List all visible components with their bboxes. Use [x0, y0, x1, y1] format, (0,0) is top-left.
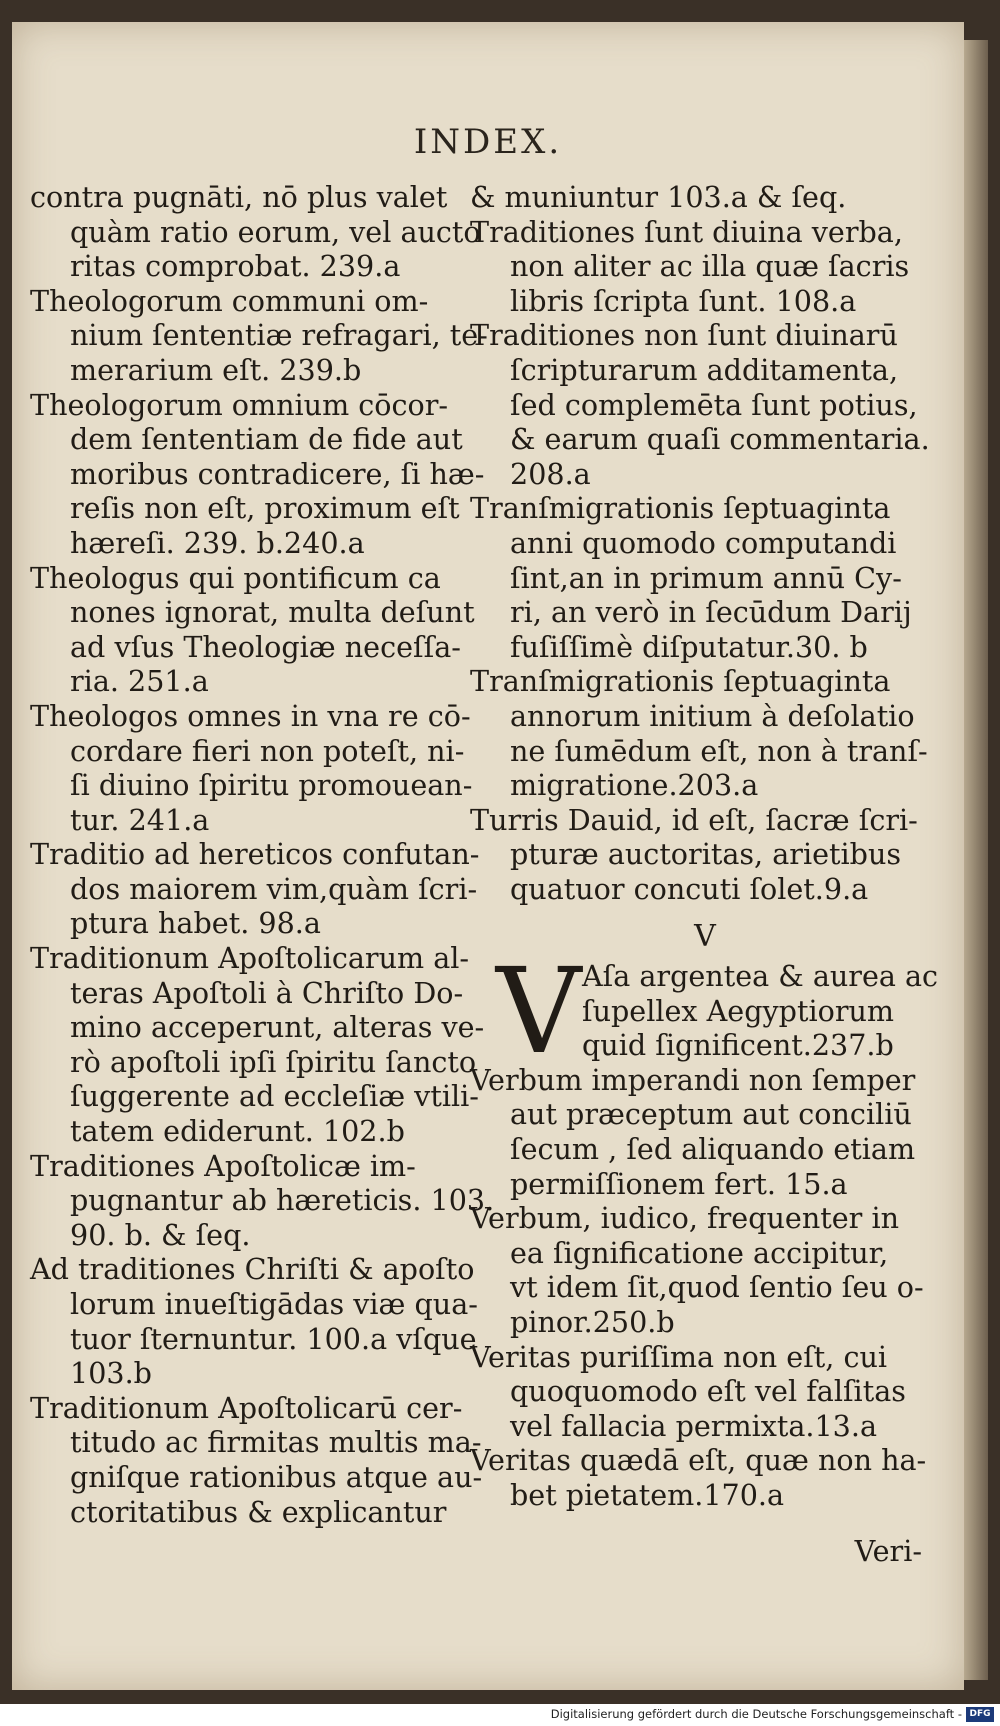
- index-entry-line: ſint,an in primum annū Cy-: [510, 560, 902, 595]
- index-entry-line: & earum quaſi commentaria.: [510, 422, 930, 457]
- index-entry-line: ad vſus Theologiæ neceſſa-: [70, 629, 461, 664]
- index-entry: [470, 664, 940, 802]
- index-entry-line: Theologorum omnium cōcor-: [30, 387, 449, 422]
- index-entry: [470, 1340, 940, 1444]
- index-entry: [470, 215, 940, 319]
- index-entry-line: pturæ auctoritas, arietibus: [510, 837, 902, 872]
- index-entry-line: mino acceperunt, alteras ve-: [70, 1010, 485, 1045]
- index-entry-line: libris ſcripta ſunt. 108.a: [510, 283, 857, 318]
- index-entry-line: ne ſumēdum eſt, non à tranſ-: [510, 733, 928, 768]
- index-entry: [30, 388, 492, 561]
- index-entry-line: Veritas quædā eſt, quæ non ha-: [470, 1443, 927, 1478]
- index-entry-line: Verbum, iudico, frequenter in: [470, 1201, 900, 1236]
- index-entry-line: non aliter ac illa quæ ſacris: [510, 249, 910, 284]
- index-entry-line: nium ſententiæ refragari, te-: [70, 318, 488, 353]
- index-entry-line: Tranſmigrationis ſeptuaginta: [470, 491, 891, 526]
- index-entry-line: Theologos omnes in vna re cō-: [30, 698, 471, 733]
- index-entry-line: dos maiorem vim,quàm ſcri-: [70, 871, 478, 906]
- index-entry-line: Traditiones non ſunt diuinarū: [470, 318, 898, 353]
- index-entry-line: Verbum imperandi non ſemper: [470, 1062, 916, 1097]
- index-entry-line: ri, an verò in ſecūdum Darij: [510, 595, 912, 630]
- index-entry-line: Theologus qui pontificum ca: [30, 560, 441, 595]
- index-entry-line: migratione.203.a: [510, 768, 759, 803]
- index-entries-t: [470, 180, 940, 906]
- index-entry-line: hæreſi. 239. b.240.a: [70, 525, 365, 560]
- index-entry-line: tuor ſternuntur. 100.a vſque: [70, 1321, 477, 1356]
- index-entry: [30, 561, 492, 699]
- index-column-right: [470, 180, 940, 1513]
- index-entry-line: ria. 251.a: [70, 664, 209, 699]
- index-entry-line: ritas comprobat. 239.a: [70, 249, 401, 284]
- index-entry-line: Aſa argentea & aurea ac: [582, 959, 939, 994]
- index-entry-line: & muniuntur 103.a & ſeq.: [470, 180, 847, 214]
- index-entry-line: dem ſententiam de fide aut: [70, 422, 463, 457]
- index-entry-line: bet pietatem.170.a: [510, 1477, 785, 1512]
- index-entry-line: tur. 241.a: [70, 802, 210, 837]
- index-entry-line: fuſiſſimè diſputatur.30. b: [510, 629, 868, 664]
- index-entry-line: merarium eſt. 239.b: [70, 352, 362, 387]
- index-entry-line: ſcripturarum additamenta,: [510, 352, 899, 387]
- index-entry-line: permiſſionem fert. 15.a: [510, 1166, 848, 1201]
- index-entry-line: ſed complemēta ſunt potius,: [510, 387, 918, 422]
- index-entry-line: teras Apoſtoli à Chriſto Do-: [70, 975, 464, 1010]
- index-entry: [30, 1148, 495, 1253]
- index-entry-line: ſi diuino ſpiritu promouean-: [70, 768, 473, 803]
- index-entry: [30, 837, 492, 941]
- page-edge: [964, 40, 988, 1680]
- index-entry-line: Veritas puriſſima non eſt, cui: [470, 1339, 888, 1374]
- index-entry-line: ſupellex Aegyptiorum: [582, 993, 895, 1028]
- index-entry-line: ea ſignificatione accipitur,: [510, 1235, 889, 1270]
- digitization-footer: [0, 1704, 1000, 1726]
- index-entry-line: pinor.250.b: [510, 1305, 675, 1339]
- dropcap-letter: V: [496, 942, 582, 1081]
- index-entry: [470, 1063, 940, 1201]
- index-entry-line: ctoritatibus & explicantur: [70, 1494, 447, 1529]
- index-entry-line: annorum initium à deſolatio: [510, 698, 915, 733]
- index-entry-line: Traditiones ſunt diuina verba,: [470, 214, 903, 249]
- index-entry: [470, 318, 940, 491]
- index-entry: [30, 1391, 492, 1529]
- index-entry-line: Ad traditiones Chriſti & apoſto: [30, 1252, 475, 1287]
- index-entry-line: quid ſignificent.237.b: [582, 1028, 894, 1063]
- index-entry: [30, 941, 492, 1149]
- index-entry: [470, 180, 940, 215]
- index-entry-line: quoquomodo eſt vel falſitas: [510, 1374, 906, 1409]
- index-entry-line: titudo ac firmitas multis ma-: [70, 1425, 482, 1460]
- index-entry-line: gniſque rationibus atque au-: [70, 1459, 483, 1494]
- index-entry-line: quatuor concuti ſolet.9.a: [510, 871, 869, 906]
- index-entry-line: lorum inueſtigādas viæ qua-: [70, 1287, 478, 1321]
- index-entry-line: ptura habet. 98.a: [70, 906, 321, 941]
- index-entry-line: Theologorum communi om-: [30, 283, 429, 318]
- section-letter-v: V: [694, 919, 716, 955]
- book-page: [12, 22, 964, 1690]
- index-entry-line: anni quomodo computandi: [510, 525, 897, 560]
- index-entry-line: reſis non eſt, proximum eſt: [70, 491, 460, 526]
- index-entry-line: contra pugnāti, nō plus valet: [30, 180, 448, 214]
- index-entry-line: Traditiones Apoſtolicæ im-: [30, 1148, 416, 1183]
- index-entry-line: ſuggerente ad eccleſiæ vtili-: [70, 1079, 479, 1114]
- index-entry-line: Traditionum Apoſtolicarū cer-: [30, 1390, 463, 1425]
- index-entry-line: vel fallacia permixta.13.a: [510, 1408, 877, 1443]
- index-entry-line: Tranſmigrationis ſeptuaginta: [470, 664, 891, 699]
- index-entry-line: 103.b: [70, 1356, 152, 1391]
- index-entry-line: rò apoſtoli ipſi ſpiritu ſancto: [70, 1044, 477, 1079]
- index-entry: [30, 284, 492, 388]
- index-entry-line: tatem ediderunt. 102.b: [70, 1114, 405, 1149]
- index-entry: [470, 803, 940, 907]
- index-entry-line: moribus contradicere, ſi hæ-: [70, 456, 485, 491]
- index-entry-line: Traditio ad hereticos confutan-: [30, 837, 480, 872]
- funding-notice: Digitalisierung gefördert durch die Deutsche Forschungsgemeinschaft -: [550, 1707, 962, 1721]
- index-entry: [470, 491, 940, 664]
- index-entry-line: aut præceptum aut conciliū: [510, 1097, 912, 1132]
- catchword: Veri-: [854, 1534, 922, 1568]
- index-entries-v: [470, 1063, 940, 1513]
- index-entry-line: ſecum , ſed aliquando etiam: [510, 1132, 916, 1167]
- index-entry: [30, 699, 492, 837]
- index-entry: [470, 1443, 940, 1512]
- index-entry-line: quàm ratio eorum, vel aucto: [70, 214, 481, 249]
- index-entry-line: vt idem ſit,quod ſentio ſeu o-: [510, 1270, 924, 1305]
- index-entry-line: 90. b. & ſeq.: [70, 1217, 251, 1252]
- index-entry-line: Traditionum Apoſtolicarum al-: [30, 941, 470, 976]
- index-column-left: [30, 180, 495, 1529]
- index-entry-line: Turris Dauid, id eſt, ſacræ ſcri-: [470, 802, 918, 837]
- dfg-logo: DFG: [966, 1707, 994, 1722]
- running-head: INDEX.: [413, 122, 563, 162]
- index-entry-line: pugnantur ab hæreticis. 103.: [70, 1183, 495, 1218]
- index-entry-line: cordare fieri non poteſt, ni-: [70, 733, 465, 768]
- index-entry-line: 208.a: [510, 456, 591, 491]
- index-entry: [30, 180, 492, 284]
- index-entry: [470, 1201, 940, 1339]
- index-entry: [30, 1252, 492, 1390]
- index-entry-line: nones ignorat, multa deſunt: [70, 595, 475, 630]
